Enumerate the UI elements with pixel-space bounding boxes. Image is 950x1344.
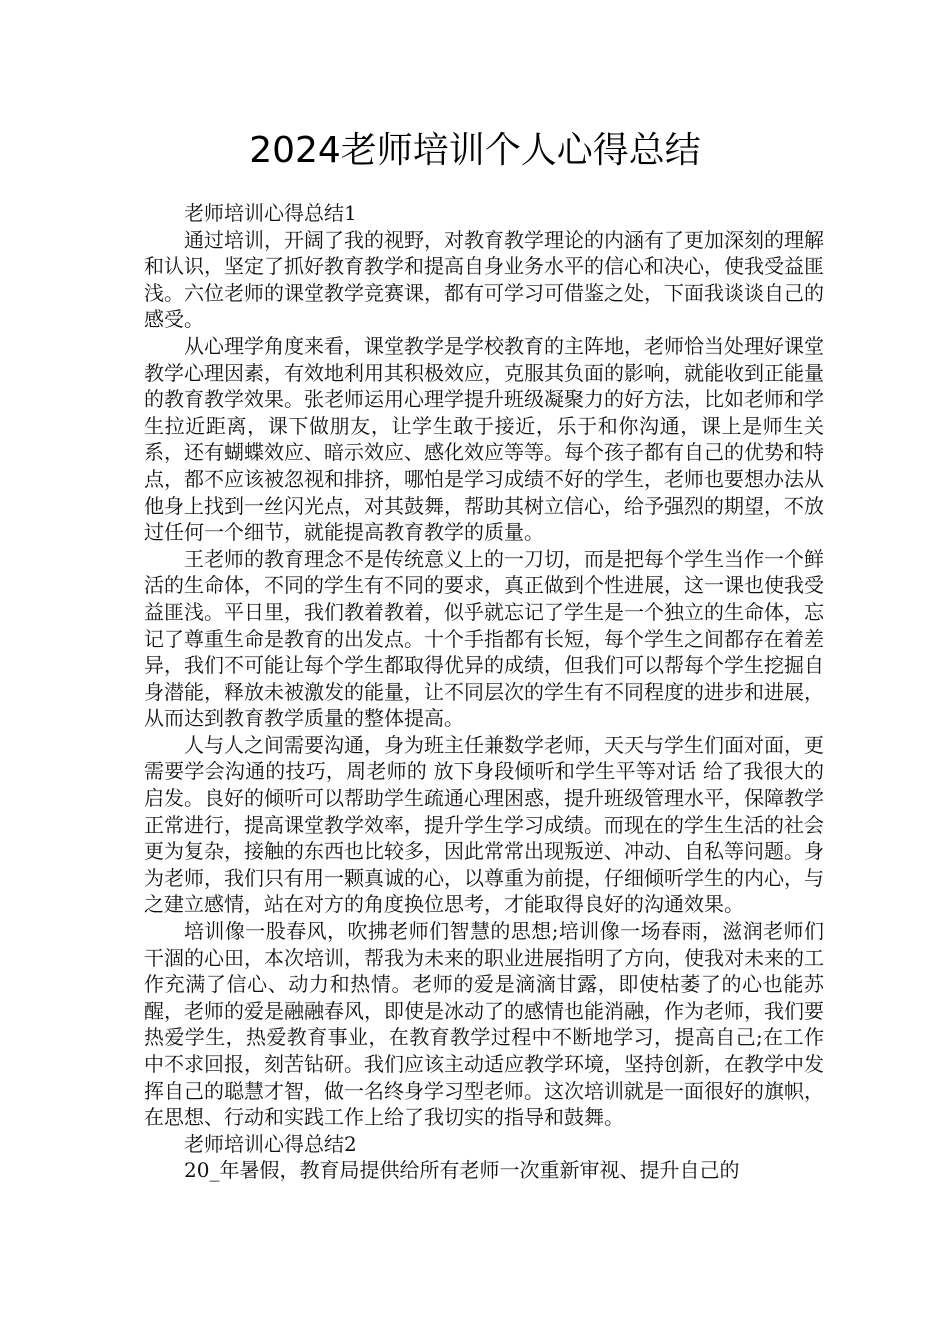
document-body [144,200,824,1184]
section-heading-1: 老师培训心得总结1 [184,201,357,225]
paragraph: 人与人之间需要沟通，身为班主任兼数学老师，天天与学生们面对面，更需要学会沟通的技巧，周老师的 放下身段倾听和学生平等对话 给了我很大的启发。良好的倾听可以帮助学生疏通心理困惑，提升班级管理水平，保障教学正常进行，提高课堂教学效率，提升学生学习成绩。而现在的学生生活的社会更为复杂，接触的东西也比较多，因此常常出现叛逆、冲动、自私等问题。身为老师，我们只有用一颗真诚的心，以尊重为前提，仔细倾听学生的内心，与之建立感情，站在对方的角度换位思考，才能取得良好的沟通效果。 [144,732,824,917]
paragraph: 培训像一股春风，吹拂老师们智慧的思想;培训像一场春雨，滋润老师们干涸的心田，本次培训，帮我为未来的职业进展指明了方向，使我对未来的工作充满了信心、动力和热情。老师的爱是滴滴甘露，即使枯萎了的心也能苏醒，老师的爱是融融春风，即使是冰动了的感情也能消融，作为老师，我们要热爱学生，热爱教育事业，在教育教学过程中不断地学习，提高自己;在工作中不求回报，刻苦钻研。我们应该主动适应教学环境，坚持创新，在教学中发挥自己的聪慧才智，做一名终身学习型老师。这次培训就是一面很好的旗帜，在思想、行动和实践工作上给了我切实的指导和鼓舞。 [144,919,824,1130]
paragraph: 从心理学角度来看，课堂教学是学校教育的主阵地，老师恰当处理好课堂教学心理因素，有效地利用其积极效应，克服其负面的影响，就能收到正能量的教育教学效果。张老师运用心理学提升班级凝聚力的好方法，比如老师和学生拉近距离，课下做朋友，让学生敢于接近，乐于和你沟通，课上是师生关系，还有蝴蝶效应、暗示效应、感化效应等等。每个孩子都有自己的优势和特点，都不应该被忽视和排挤，哪怕是学习成绩不好的学生，老师也要想办法从他身上找到一丝闪光点，对其鼓舞，帮助其树立信心，给予强烈的期望，不放过任何一个细节，就能提高教育教学的质量。 [144,333,824,545]
paragraph: 20_年暑假，教育局提供给所有老师一次重新审视、提升自己的 [184,1158,740,1183]
document-title: 2024老师培训个人心得总结 [249,130,701,171]
section-heading-2: 老师培训心得总结2 [184,1131,357,1156]
paragraph: 通过培训，开阔了我的视野，对教育教学理论的内涵有了更加深刻的理解和认识，坚定了抓好教育教学和提高自身业务水平的信心和决心，使我受益匪浅。六位老师的课堂教学竞赛课，都有可学习可借鉴之处，下面我谈谈自己的感受。 [144,227,824,332]
paragraph: 王老师的教育理念不是传统意义上的一刀切，而是把每个学生当作一个鲜活的生命体，不同的学生有不同的要求，真正做到个性进展，这一课也使我受益匪浅。平日里，我们教着教着，似乎就忘记了学生是一个独立的生命体，忘记了尊重生命是教育的出发点。十个手指都有长短，每个学生之间都存在着差异，我们不可能让每个学生都取得优异的成绩，但我们可以帮每个学生挖掘自身潜能，释放未被激发的能量，让不同层次的学生有不同程度的进步和进展，从而达到教育教学质量的整体提高。 [144,546,824,731]
